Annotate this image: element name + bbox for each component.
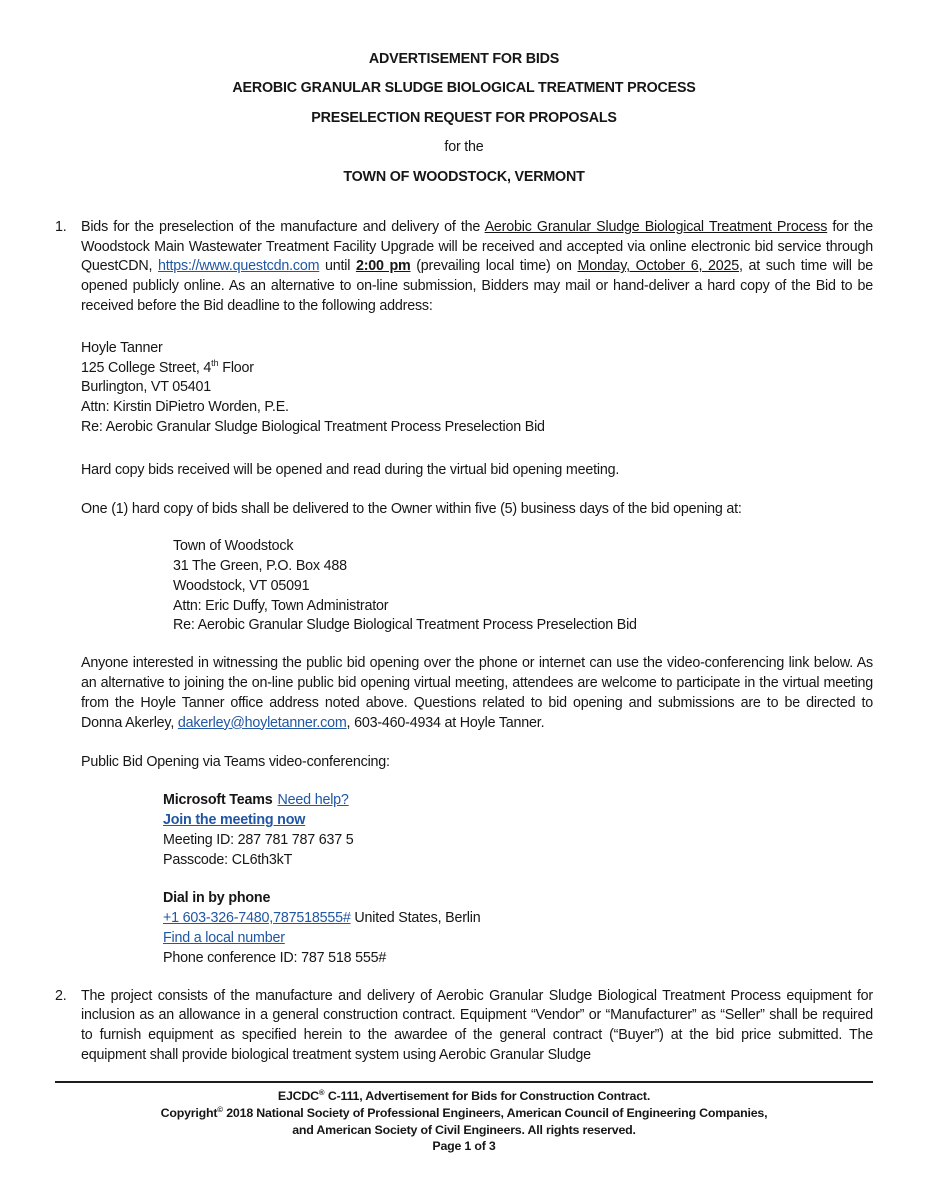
hard-copy-paragraph: Hard copy bids received will be opened and read during the virtual bid opening meeting. [81, 461, 620, 478]
owner-address [173, 537, 873, 636]
address-line-attn: Attn: Eric Duffy, Town Administrator [173, 597, 389, 614]
numbered-item-2 [55, 987, 873, 1066]
item-2-paragraph: The project consists of the manufacture and delivery of Aerobic Granular Sludge Biological Treatment Process equipment for inclusion as an allowance in a general construction contract. Equipment “Vendor” or “Manufacturer” as “Seller” shall be required to furnish equipment as specified herein to the awardee of the general contract (“Buyer”) at the bid price submitted. The equipment shall provide biological treatment system using Aerobic Granular Sludge [81, 987, 873, 1064]
item1-underlined-process-name: Aerobic Granular Sludge Biological Treatment Process [484, 218, 828, 235]
join-meeting-line [163, 811, 873, 831]
phone-dial-link[interactable]: +1 603-326-7480,787518555# [163, 910, 351, 927]
need-help-link[interactable]: Need help? [277, 792, 349, 809]
join-meeting-link[interactable]: Join the meeting now [163, 812, 306, 829]
footer-copyright-line [55, 1105, 873, 1122]
numbered-item-1 [55, 218, 873, 317]
meeting-id-line: Meeting ID: 287 781 787 637 5 [163, 831, 354, 848]
title-line-town: TOWN OF WOODSTOCK, VERMONT [343, 168, 585, 185]
copyright-text: Copyright [160, 1105, 218, 1120]
title-line-advertisement: ADVERTISEMENT FOR BIDS [368, 51, 560, 67]
item1-seg3: until [319, 258, 356, 275]
footer-ejcdc-line [55, 1088, 873, 1105]
public-bid-opening-line: Public Bid Opening via Teams video-conferencing: [81, 754, 390, 771]
footer-divider [55, 1081, 873, 1083]
item1-bid-date: Monday, October 6, 2025 [577, 258, 739, 275]
title-line-preselection: PRESELECTION REQUEST FOR PROPOSALS [311, 109, 617, 126]
one-copy-paragraph: One (1) hard copy of bids shall be delivered to the Owner within five (5) business days of the bid opening at: [81, 500, 742, 517]
address-line-street [81, 359, 873, 379]
email-link[interactable]: dakerley@hoyletanner.com [177, 714, 347, 731]
list-number-1: 1. [55, 218, 67, 235]
page-number: Page 1 of 3 [432, 1139, 496, 1154]
copyright-mark: © [217, 1104, 223, 1114]
item1-seg5: , at such time will be opened publicly online. As an alternative to on-line submission, Bidders may mail or hand-deliver a hard copy of the Bid to be received before the Bid deadline to the following address: [81, 258, 873, 314]
teams-meeting-block [163, 791, 873, 870]
address-line-city: Woodstock, VT 05091 [173, 577, 310, 594]
list-number-2: 2. [55, 987, 67, 1004]
item1-seg1: Bids for the preselection of the manufacture and delivery of the [81, 218, 485, 235]
ordinal-superscript: th [211, 357, 219, 368]
street-text-suffix: Floor [218, 359, 254, 376]
find-local-number-line [163, 929, 873, 949]
item1-seg4: (prevailing local time) on [410, 258, 578, 275]
item-1-paragraph [81, 218, 873, 317]
hoyle-tanner-address [81, 339, 873, 438]
address-line-re: Re: Aerobic Granular Sludge Biological Treatment Process Preselection Bid [173, 617, 637, 634]
address-line-street: 31 The Green, P.O. Box 488 [173, 558, 347, 575]
find-local-number-link[interactable]: Find a local number [163, 930, 285, 947]
ejcdc-text: EJCDC [277, 1089, 319, 1103]
anyone-seg1: Anyone interested in witnessing the public bid opening over the phone or internet can use the video-conferencing link below. As an alternative to joining the on-line public bid opening virtual meeting, attendees are welcome to participate in the virtual meeting from the Hoyle Tanner office address noted above. Questions related to bid opening and submissions are to be directed to Donna Akerley, [81, 655, 873, 731]
address-line-name: Town of Woodstock [173, 538, 294, 555]
dial-in-heading: Dial in by phone [163, 890, 271, 907]
address-line-name: Hoyle Tanner [81, 339, 163, 356]
registered-mark: ® [318, 1087, 325, 1097]
item1-seg2: for the Woodstock Main Wastewater Treatment Facility Upgrade will be received and accepted via online electronic bid service through QuestCDN, [81, 218, 873, 275]
item1-bid-time: 2:00 pm [355, 258, 411, 275]
passcode-line: Passcode: CL6th3kT [163, 851, 293, 868]
conference-id-line: Phone conference ID: 787 518 555# [163, 949, 387, 966]
microsoft-teams-label: Microsoft Teams [163, 792, 273, 809]
address-line-re: Re: Aerobic Granular Sludge Biological Treatment Process Preselection Bid [81, 418, 545, 435]
anyone-seg2: , 603-460-4934 at Hoyle Tanner. [346, 714, 545, 731]
title-line-for-the: for the [444, 139, 484, 156]
phone-line [163, 909, 873, 929]
document-title-block [55, 50, 873, 188]
dial-in-block [163, 889, 873, 968]
title-line-process: AEROBIC GRANULAR SLUDGE BIOLOGICAL TREATMENT PROCESS [232, 80, 696, 97]
questcdn-link[interactable]: https://www.questcdn.com [158, 258, 320, 275]
address-line-attn: Attn: Kirstin DiPietro Worden, P.E. [81, 399, 289, 416]
ejcdc-text-rest: C-111, Advertisement for Bids for Construction Contract. [324, 1089, 651, 1103]
street-text: 125 College Street, 4 [81, 359, 212, 376]
teams-header-line [163, 791, 873, 811]
page-footer [55, 1081, 873, 1200]
address-line-city: Burlington, VT 05401 [81, 379, 212, 396]
bid-opening-info-paragraph [81, 654, 873, 733]
phone-location-text: United States, Berlin [350, 910, 481, 927]
copyright-text-rest: 2018 National Society of Professional Engineers, American Council of Engineering Companies, [223, 1105, 768, 1120]
footer-society-line: and American Society of Civil Engineers. All rights reserved. [292, 1122, 636, 1137]
